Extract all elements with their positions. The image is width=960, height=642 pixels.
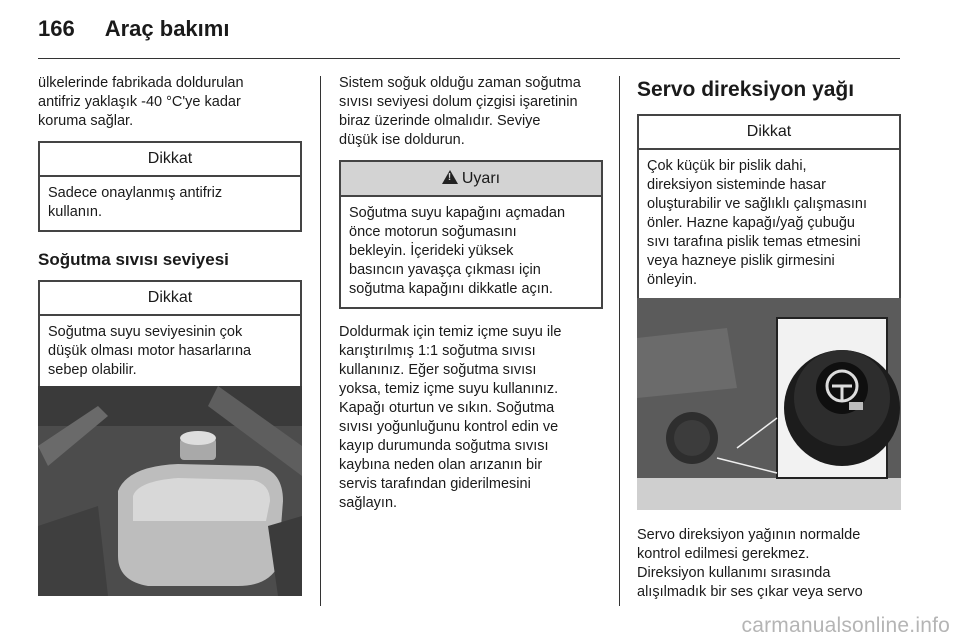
notice-title: Dikkat [40,282,300,316]
coolant-reservoir-photo [38,386,302,596]
notice-text: Sadece onaylanmış antifriz kullanın. [48,185,223,220]
page-header [38,16,229,46]
notice-text: Çok küçük bir pislik dahi, direksiyon sisteminde hasar oluşturabilir ve sağlıklı çalışmasını önler. Hazne kapağı/yağ çubuğu sıvı tarafına pislik temas etmesini veya hazneye pislik girmesini önleyin. [647,158,867,288]
warning-triangle-icon [442,170,458,184]
page-number: 166 [38,16,75,41]
notice-text: Soğutma suyu seviyesinin çok düşük olması motor hasarlarına sebep olabilir. [48,324,252,378]
intro-paragraph: Sistem soğuk olduğu zaman soğutma sıvısı seviyesi dolum çizgisi işaretinin biraz üzerinde olmalıdır. Seviye düşük ise doldurun. [339,75,581,148]
notice-title: Dikkat [40,143,300,177]
power-steering-reservoir-photo [637,298,901,510]
column-3-bottom [637,526,901,602]
section-heading: Soğutma sıvısı seviyesi [38,250,229,269]
column-divider [619,76,620,606]
notice-title: Dikkat [639,116,899,150]
notice-box [38,280,302,390]
warning-box [339,160,603,309]
body-paragraph: Servo direksiyon yağının normalde kontrol edilmesi gerekmez. Direksiyon kullanımı sırasında alışılmadık bir ses çıkar veya servo [637,527,863,600]
notice-box [38,141,302,232]
watermark-text: carmanualsonline.info [741,614,950,637]
header-divider [38,58,900,59]
column-1 [38,74,302,390]
column-2 [339,74,603,513]
warning-header [341,162,601,197]
warning-title: Uyarı [461,170,501,187]
page-title: Araç bakımı [104,16,230,41]
body-paragraph: Doldurmak için temiz içme suyu ile karıştırılmış 1:1 soğutma sıvısı kullanınız. Eğer soğutma sıvısı yoksa, temiz içme suyu kullanınız. Kapağı oturtun ve sıkın. Soğutma sıvısı yoğunluğunu kontrol edin ve kayıp durumunda soğutma sıvısı kaybına neden olan arızanın bir servis tarafından giderilmesini sağlayın. [339,324,562,511]
column-3 [637,74,901,300]
column-divider [320,76,321,606]
section-heading: Servo direksiyon yağı [637,78,855,101]
intro-paragraph: ülkelerinde fabrikada doldurulan antifriz yaklaşık -40 °C'ye kadar koruma sağlar. [38,75,244,129]
notice-box [637,114,901,300]
warning-text: Soğutma suyu kapağını açmadan önce motorun soğumasını bekleyin. İçerideki yüksek basıncın yavaşça çıkması için soğutma kapağını dikkatle açın. [349,205,566,297]
